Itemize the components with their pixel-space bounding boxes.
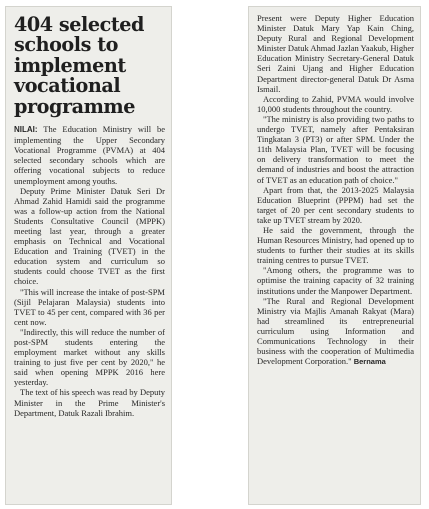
article-column-left — [5, 6, 172, 505]
dateline: NILAI: — [14, 125, 38, 135]
article-body-right — [257, 13, 414, 367]
paragraph-text: "The Rural and Regional Development Ministry via Majlis Amanah Rakyat (Mara) had streamlined its entrepreneurial curriculum using Information and Communications Technology in their business with the cooperation of Multimedia Development Corporation." — [257, 295, 414, 367]
article-paragraph: He said the government, through the Human Resources Ministry, had opened up to students to further their studies at its skills training centres to pursue TVET. — [257, 224, 414, 266]
article-paragraph — [14, 124, 165, 186]
article-paragraph: "The ministry is also providing two paths to undergo TVET, namely after Pentaksiran Tingkatan 3 (PT3) or after SPM. Under the 11th Malaysia Plan, TVET will be focusing on delivery transformation to meet the demand of industries and boost the attraction of TVET as an education path of choice." — [257, 113, 414, 185]
paragraph-text: The Education Ministry will be implementing the Upper Secondary Vocational Programme (PVMA) at 404 selected secondary schools which are offering vocational subjects to reduce unemployment among youths. — [14, 124, 165, 186]
article-paragraph: The text of his speech was read by Deputy Minister in the Prime Minister's Department, Datuk Razali Ibrahim. — [14, 387, 165, 418]
article-paragraph: Deputy Prime Minister Datuk Seri Dr Ahmad Zahid Hamidi said the programme was a follow-up action from the National Students Consultative Council (MPPK) meeting last year, through a greater emphasis on Technical and Vocational Education and Training (TVET) in the education system and curriculum so students could choose TVET as the first choice. — [14, 185, 165, 287]
article-paragraph — [257, 296, 414, 368]
article-paragraph: "Among others, the programme was to optimise the training capacity of 32 training institutions under the Manpower Department. — [257, 265, 414, 296]
article-paragraph: "This will increase the intake of post-SPM (Sijil Pelajaran Malaysia) students into TVET to 45 per cent, compared with 36 per cent now. — [14, 286, 165, 327]
article-column-right — [248, 6, 421, 505]
article-body-left — [14, 124, 165, 418]
headline: 404 selected schools to implement vocational programme — [14, 13, 145, 118]
byline: Bernama — [353, 357, 386, 367]
article-paragraph: Present were Deputy Higher Education Minister Datuk Mary Yap Kain Ching, Deputy Rural and Regional Development Minister Datuk Ahmad Jazlan Yaakub, Higher Education Ministry Secretary-General Datuk Seri Zaini Ujang and Higher Education Department director-general Datuk Dr Asma Ismail. — [257, 13, 414, 94]
article-paragraph: Apart from that, the 2013-2025 Malaysia Education Blueprint (PPPM) had set the target of 20 per cent secondary students to take up TVET stream by 2020. — [257, 184, 414, 225]
article-paragraph: According to Zahid, PVMA would involve 10,000 students throughout the country. — [257, 93, 414, 114]
article-paragraph: "Indirectly, this will reduce the number of post-SPM students entering the employment market without any skills training to just five per cent by 2020," he said when opening MPPK 2016 here yesterday. — [14, 326, 165, 388]
